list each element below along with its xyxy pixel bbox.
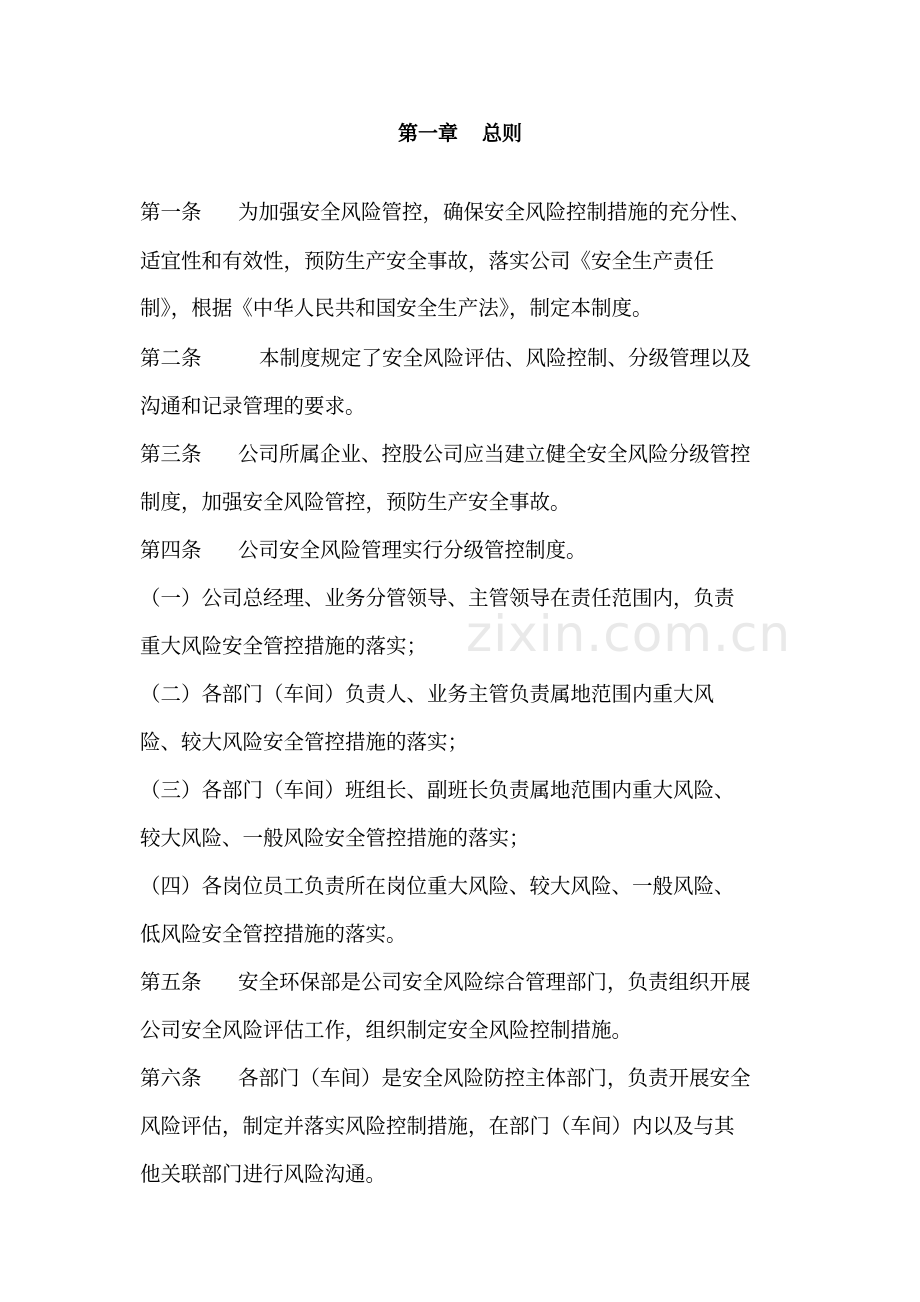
item-4-line-1: （四）各岗位员工负责所在岗位重大风险、较大风险、一般风险、 [140, 874, 735, 898]
article-label: 第六条 [140, 1066, 202, 1090]
watermark-text: zixin.com.cn [466, 605, 792, 663]
article-6-line-1 [140, 1062, 751, 1094]
article-5-line-1 [140, 966, 751, 998]
article-text: 公司所属企业、控股公司应当建立健全安全风险分级管控 [238, 442, 751, 466]
article-2-line-1 [140, 342, 751, 374]
article-text: 各部门（车间）是安全风险防控主体部门，负责开展安全 [238, 1066, 751, 1090]
article-6-line-3: 他关联部门进行风险沟通。 [140, 1162, 386, 1186]
article-label: 第五条 [140, 970, 202, 994]
item-1-line-2: 重大风险安全管控措施的落实； [140, 634, 427, 658]
article-label: 第二条 [140, 346, 202, 370]
article-text: 安全环保部是公司安全风险综合管理部门，负责组织开展 [238, 970, 751, 994]
article-3-line-1 [140, 438, 751, 470]
article-2-line-2: 沟通和记录管理的要求。 [140, 394, 366, 418]
item-1-line-1: （一）公司总经理、业务分管领导、主管领导在责任范围内，负责 [140, 586, 735, 610]
article-3-line-2: 制度，加强安全风险管控，预防生产安全事故。 [140, 490, 571, 514]
chapter-heading [0, 118, 920, 148]
article-1-line-1 [140, 196, 751, 228]
item-3-line-2: 较大风险、一般风险安全管控措施的落实； [140, 826, 530, 850]
article-label: 第三条 [140, 442, 202, 466]
article-4-line-1 [140, 534, 587, 566]
article-text: 公司安全风险管理实行分级管控制度。 [238, 538, 587, 562]
article-label: 第一条 [140, 200, 202, 224]
item-3-line-1: （三）各部门（车间）班组长、副班长负责属地范围内重大风险、 [140, 778, 735, 802]
chapter-title: 总则 [482, 121, 522, 145]
chapter-number: 第一章 [398, 121, 458, 145]
article-text: 为加强安全风险管控，确保安全风险控制措施的充分性、 [238, 200, 751, 224]
article-1-line-3: 制》，根据《中华人民共和国安全生产法》，制定本制度。 [140, 296, 653, 320]
item-4-line-2: 低风险安全管控措施的落实。 [140, 922, 407, 946]
article-text: 本制度规定了安全风险评估、风险控制、分级管理以及 [259, 346, 751, 370]
article-5-line-2: 公司安全风险评估工作，组织制定安全风险控制措施。 [140, 1018, 632, 1042]
item-2-line-1: （二）各部门（车间）负责人、业务主管负责属地范围内重大风 [140, 682, 714, 706]
article-label: 第四条 [140, 538, 202, 562]
article-1-line-2: 适宜性和有效性，预防生产安全事故，落实公司《安全生产责任 [140, 249, 714, 273]
item-2-line-2: 险、较大风险安全管控措施的落实； [140, 730, 468, 754]
article-6-line-2: 风险评估，制定并落实风险控制措施，在部门（车间）内以及与其 [140, 1114, 735, 1138]
